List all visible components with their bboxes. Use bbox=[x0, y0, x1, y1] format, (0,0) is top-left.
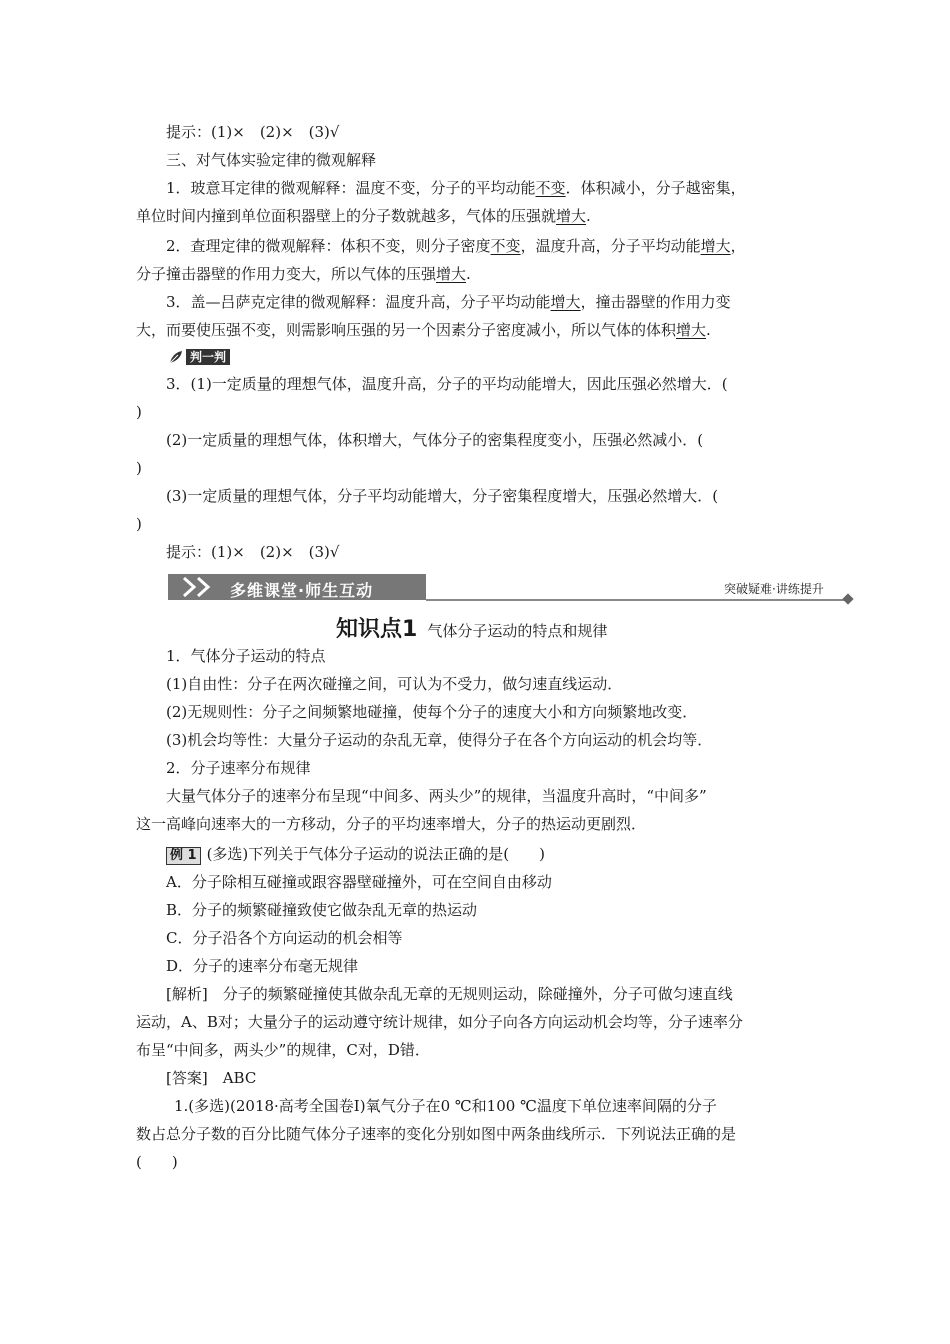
kp-paragraph: 这一高峰向速率大的一方移动，分子的平均速率增大，分子的热运动更剧烈． bbox=[136, 815, 647, 833]
gaylussac-paragraph-line: 大，而要使压强不变，则需影响压强的另一个因素分子密度减小，所以气体的体积增大. bbox=[136, 321, 711, 339]
kp-heading: 1．气体分子运动的特点 bbox=[166, 647, 326, 665]
analysis-line: [解析] 分子的频繁碰撞使其做杂乱无章的无规则运动，除碰撞外，分子可做匀速直线 bbox=[166, 985, 733, 1003]
option-b: B．分子的频繁碰撞致使它做杂乱无章的热运动 bbox=[166, 901, 478, 919]
kp-paragraph: (3)机会均等性：大量分子运动的杂乱无章，使得分子在各个方向运动的机会均等． bbox=[166, 731, 713, 749]
exercise-line: 数占总分子数的百分比随气体分子速率的变化分别如图中两条曲线所示．下列说法正确的是 bbox=[136, 1125, 737, 1143]
kp-paragraph: (2)无规则性：分子之间频繁地碰撞，使每个分子的速度大小和方向频繁地改变． bbox=[166, 703, 698, 721]
kp-heading: 2．分子速率分布规律 bbox=[166, 759, 311, 777]
charles-paragraph-line: 2．查理定律的微观解释：体积不变，则分子密度不变，温度升高，分子平均动能增大， bbox=[166, 237, 746, 255]
exercise-line: ( ) bbox=[136, 1153, 178, 1171]
example-question: 例 1 (多选)下列关于气体分子运动的说法正确的是( ) bbox=[166, 844, 846, 865]
boyle-paragraph-line: 1．玻意耳定律的微观解释：温度不变，分子的平均动能不变．体积减小，分子越密集， bbox=[166, 179, 746, 197]
option-a: A．分子除相互碰撞或跟容器壁碰撞外，可在空间自由移动 bbox=[166, 873, 552, 891]
analysis-line: 运动，A、B对；大量分子的运动遵守统计规律，如分子向各方向运动机会均等，分子速率分 bbox=[136, 1013, 743, 1031]
option-d: D．分子的速率分布毫无规律 bbox=[166, 957, 359, 975]
kp-paragraph: 大量气体分子的速率分布呈现“中间多、两头少”的规律，当温度升高时，“中间多” bbox=[166, 787, 707, 805]
example-tag: 例 1 bbox=[166, 847, 201, 865]
judge-question: (3)一定质量的理想气体，分子平均动能增大，分子密集程度增大，压强必然增大．( bbox=[166, 487, 719, 505]
banner-title: 多维课堂·师生互动 bbox=[230, 581, 374, 600]
kp-paragraph: (1)自由性：分子在两次碰撞之间，可认为不受力，做匀速直线运动． bbox=[166, 675, 623, 693]
section-banner bbox=[168, 572, 858, 604]
hint-line: 提示：(1)× (2)× (3)√ bbox=[166, 543, 340, 561]
knowledge-point-title: 知识点1 bbox=[336, 617, 418, 642]
option-c: C．分子沿各个方向运动的机会相等 bbox=[166, 929, 403, 947]
judge-question: (2)一定质量的理想气体，体积增大，气体分子的密集程度变小，压强必然减小．( bbox=[166, 431, 704, 449]
judge-question: ) bbox=[136, 459, 142, 477]
knowledge-point-heading bbox=[336, 612, 608, 642]
knowledge-point-subtitle: 气体分子运动的特点和规律 bbox=[427, 622, 608, 640]
section-heading: 三、对气体实验定律的微观解释 bbox=[166, 151, 377, 169]
double-chevron-icon bbox=[182, 576, 226, 598]
diamond-icon bbox=[842, 593, 853, 604]
judge-tag bbox=[168, 348, 230, 366]
judge-question: 3．(1)一定质量的理想气体，温度升高，分子的平均动能增大，因此压强必然增大．( bbox=[166, 375, 728, 393]
analysis-line: 布呈“中间多，两头少”的规律，C对，D错． bbox=[136, 1041, 430, 1059]
banner-subtitle: 突破疑难·讲练提升 bbox=[724, 582, 824, 596]
answer-line: [答案] ABC bbox=[166, 1069, 257, 1087]
judge-tag-label: 判一判 bbox=[186, 349, 230, 365]
banner-rule bbox=[426, 599, 848, 601]
charles-paragraph-line: 分子撞击器壁的作用力变大，所以气体的压强增大. bbox=[136, 265, 471, 283]
judge-question: ) bbox=[136, 515, 142, 533]
hint-line: 提示：(1)× (2)× (3)√ bbox=[166, 123, 340, 141]
leaf-icon bbox=[168, 349, 184, 365]
judge-question: ) bbox=[136, 403, 142, 421]
exercise-line: 1.(多选)(2018·高考全国卷Ⅰ)氧气分子在0 ℃和100 ℃温度下单位速率间隔的分子 bbox=[174, 1097, 717, 1115]
gaylussac-paragraph-line: 3．盖—吕萨克定律的微观解释：温度升高，分子平均动能增大，撞击器壁的作用力变 bbox=[166, 293, 731, 311]
boyle-paragraph-line: 单位时间内撞到单位面积器壁上的分子数就越多，气体的压强就增大. bbox=[136, 207, 591, 225]
